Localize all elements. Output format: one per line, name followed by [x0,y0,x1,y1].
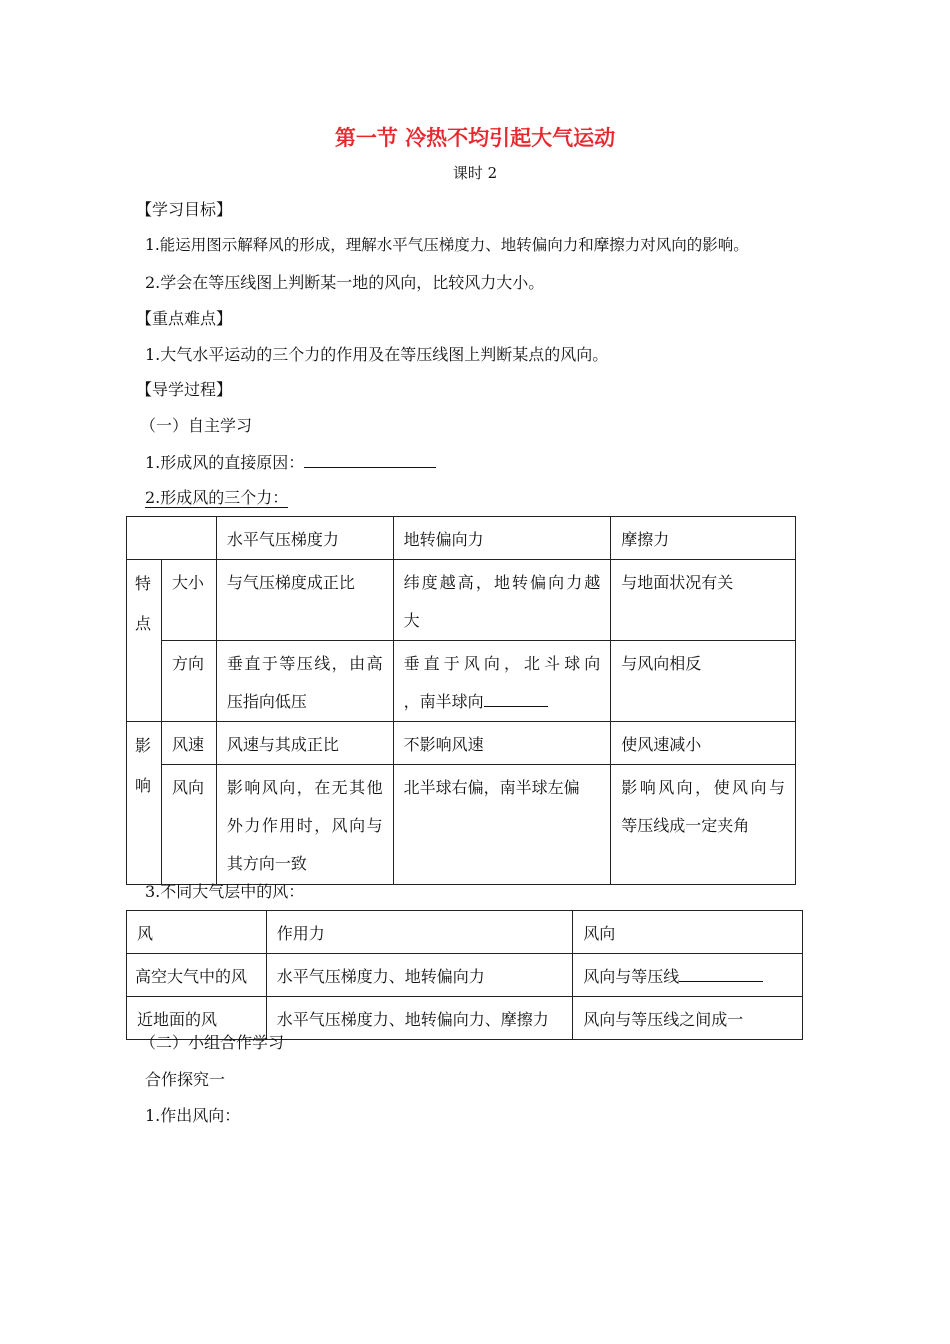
cell-speed-friction: 使风速减小 [621,735,702,754]
forces-table [126,516,796,885]
cell-size-friction: 与地面状况有关 [621,573,734,592]
row-label-speed: 风速 [171,735,204,754]
answer-blank[interactable] [304,451,436,468]
row-label-direction: 方向 [171,654,204,673]
cell-size-pressure: 与气压梯度成正比 [226,573,355,592]
col-header-friction-force: 摩擦力 [621,530,670,549]
question-3: 3.不同大气层中的风： [145,882,305,901]
col-header-force: 作用力 [276,924,325,943]
answer-blank[interactable] [679,965,763,982]
question-2 [145,485,288,508]
question-1 [145,450,436,473]
section-header-process: 【导学过程】 [136,380,233,399]
subsection-group-study: （二）小组合作学习 [140,1033,285,1052]
cell-size-coriolis: 纬度越高，地转偏向力越 大 [403,573,601,630]
col-header-wind: 风 [137,924,154,943]
cell-wind-pressure: 影响风向，在无其他 外力作用时，风向与 其方向一致 [226,778,383,873]
wind-layers-table [126,910,803,1040]
subsection-self-study: （一）自主学习 [140,416,253,435]
table-corner [127,517,217,560]
col-header-coriolis-force: 地转偏向力 [403,530,484,549]
row-label-size: 大小 [171,573,204,592]
cell-direction-friction: 与风向相反 [621,654,702,673]
goal-item-1: 1.能运用图示解释风的形成，理解水平气压梯度力、地转偏向力和摩擦力对风向的影响。 [145,236,749,254]
key-point-1: 1.大气水平运动的三个力的作用及在等压线图上判断某点的风向。 [145,345,609,364]
row-group-features: 特 点 [135,574,152,633]
cell-upper-wind: 高空大气中的风 [135,967,248,986]
cell-direction-pressure: 垂直于等压线，由高 压指向低压 [226,654,383,711]
question-1-text: 1.形成风的直接原因： [145,453,305,472]
cell-surface-direction: 风向与等压线之间成一 [583,1010,744,1029]
page-subtitle: 课时 2 [452,164,498,182]
cell-direction-coriolis: 垂直于风向，北斗球向 ，南半球向 [403,654,601,711]
section-header-key-points: 【重点难点】 [136,309,233,328]
task-1: 1.作出风向： [145,1106,241,1125]
cell-surface-force: 水平气压梯度力、地转偏向力、摩擦力 [276,1010,549,1029]
cell-upper-direction: 风向与等压线 [573,954,802,996]
cell-surface-wind: 近地面的风 [137,1010,218,1029]
row-group-effects: 影 响 [135,736,152,795]
cell-upper-force: 水平气压梯度力、地转偏向力 [276,967,485,986]
page-title: 第一节 冷热不均引起大气运动 [334,126,616,150]
cell-speed-coriolis: 不影响风速 [403,735,484,754]
question-2-text: 2.形成风的三个力： [145,488,289,507]
cell-wind-friction: 影响风向，使风向与 等压线成一定夹角 [621,778,785,835]
explore-heading: 合作探究一 [145,1070,226,1089]
row-label-wind-direction: 风向 [171,778,204,797]
col-header-pressure-force: 水平气压梯度力 [226,530,339,549]
col-header-direction: 风向 [583,924,616,943]
cell-wind-coriolis: 北半球右偏，南半球左偏 [403,778,580,797]
section-header-goals: 【学习目标】 [136,200,233,219]
cell-speed-pressure: 风速与其成正比 [226,735,339,754]
answer-blank[interactable] [484,690,548,707]
goal-item-2: 2.学会在等压线图上判断某一地的风向，比较风力大小。 [145,273,545,292]
